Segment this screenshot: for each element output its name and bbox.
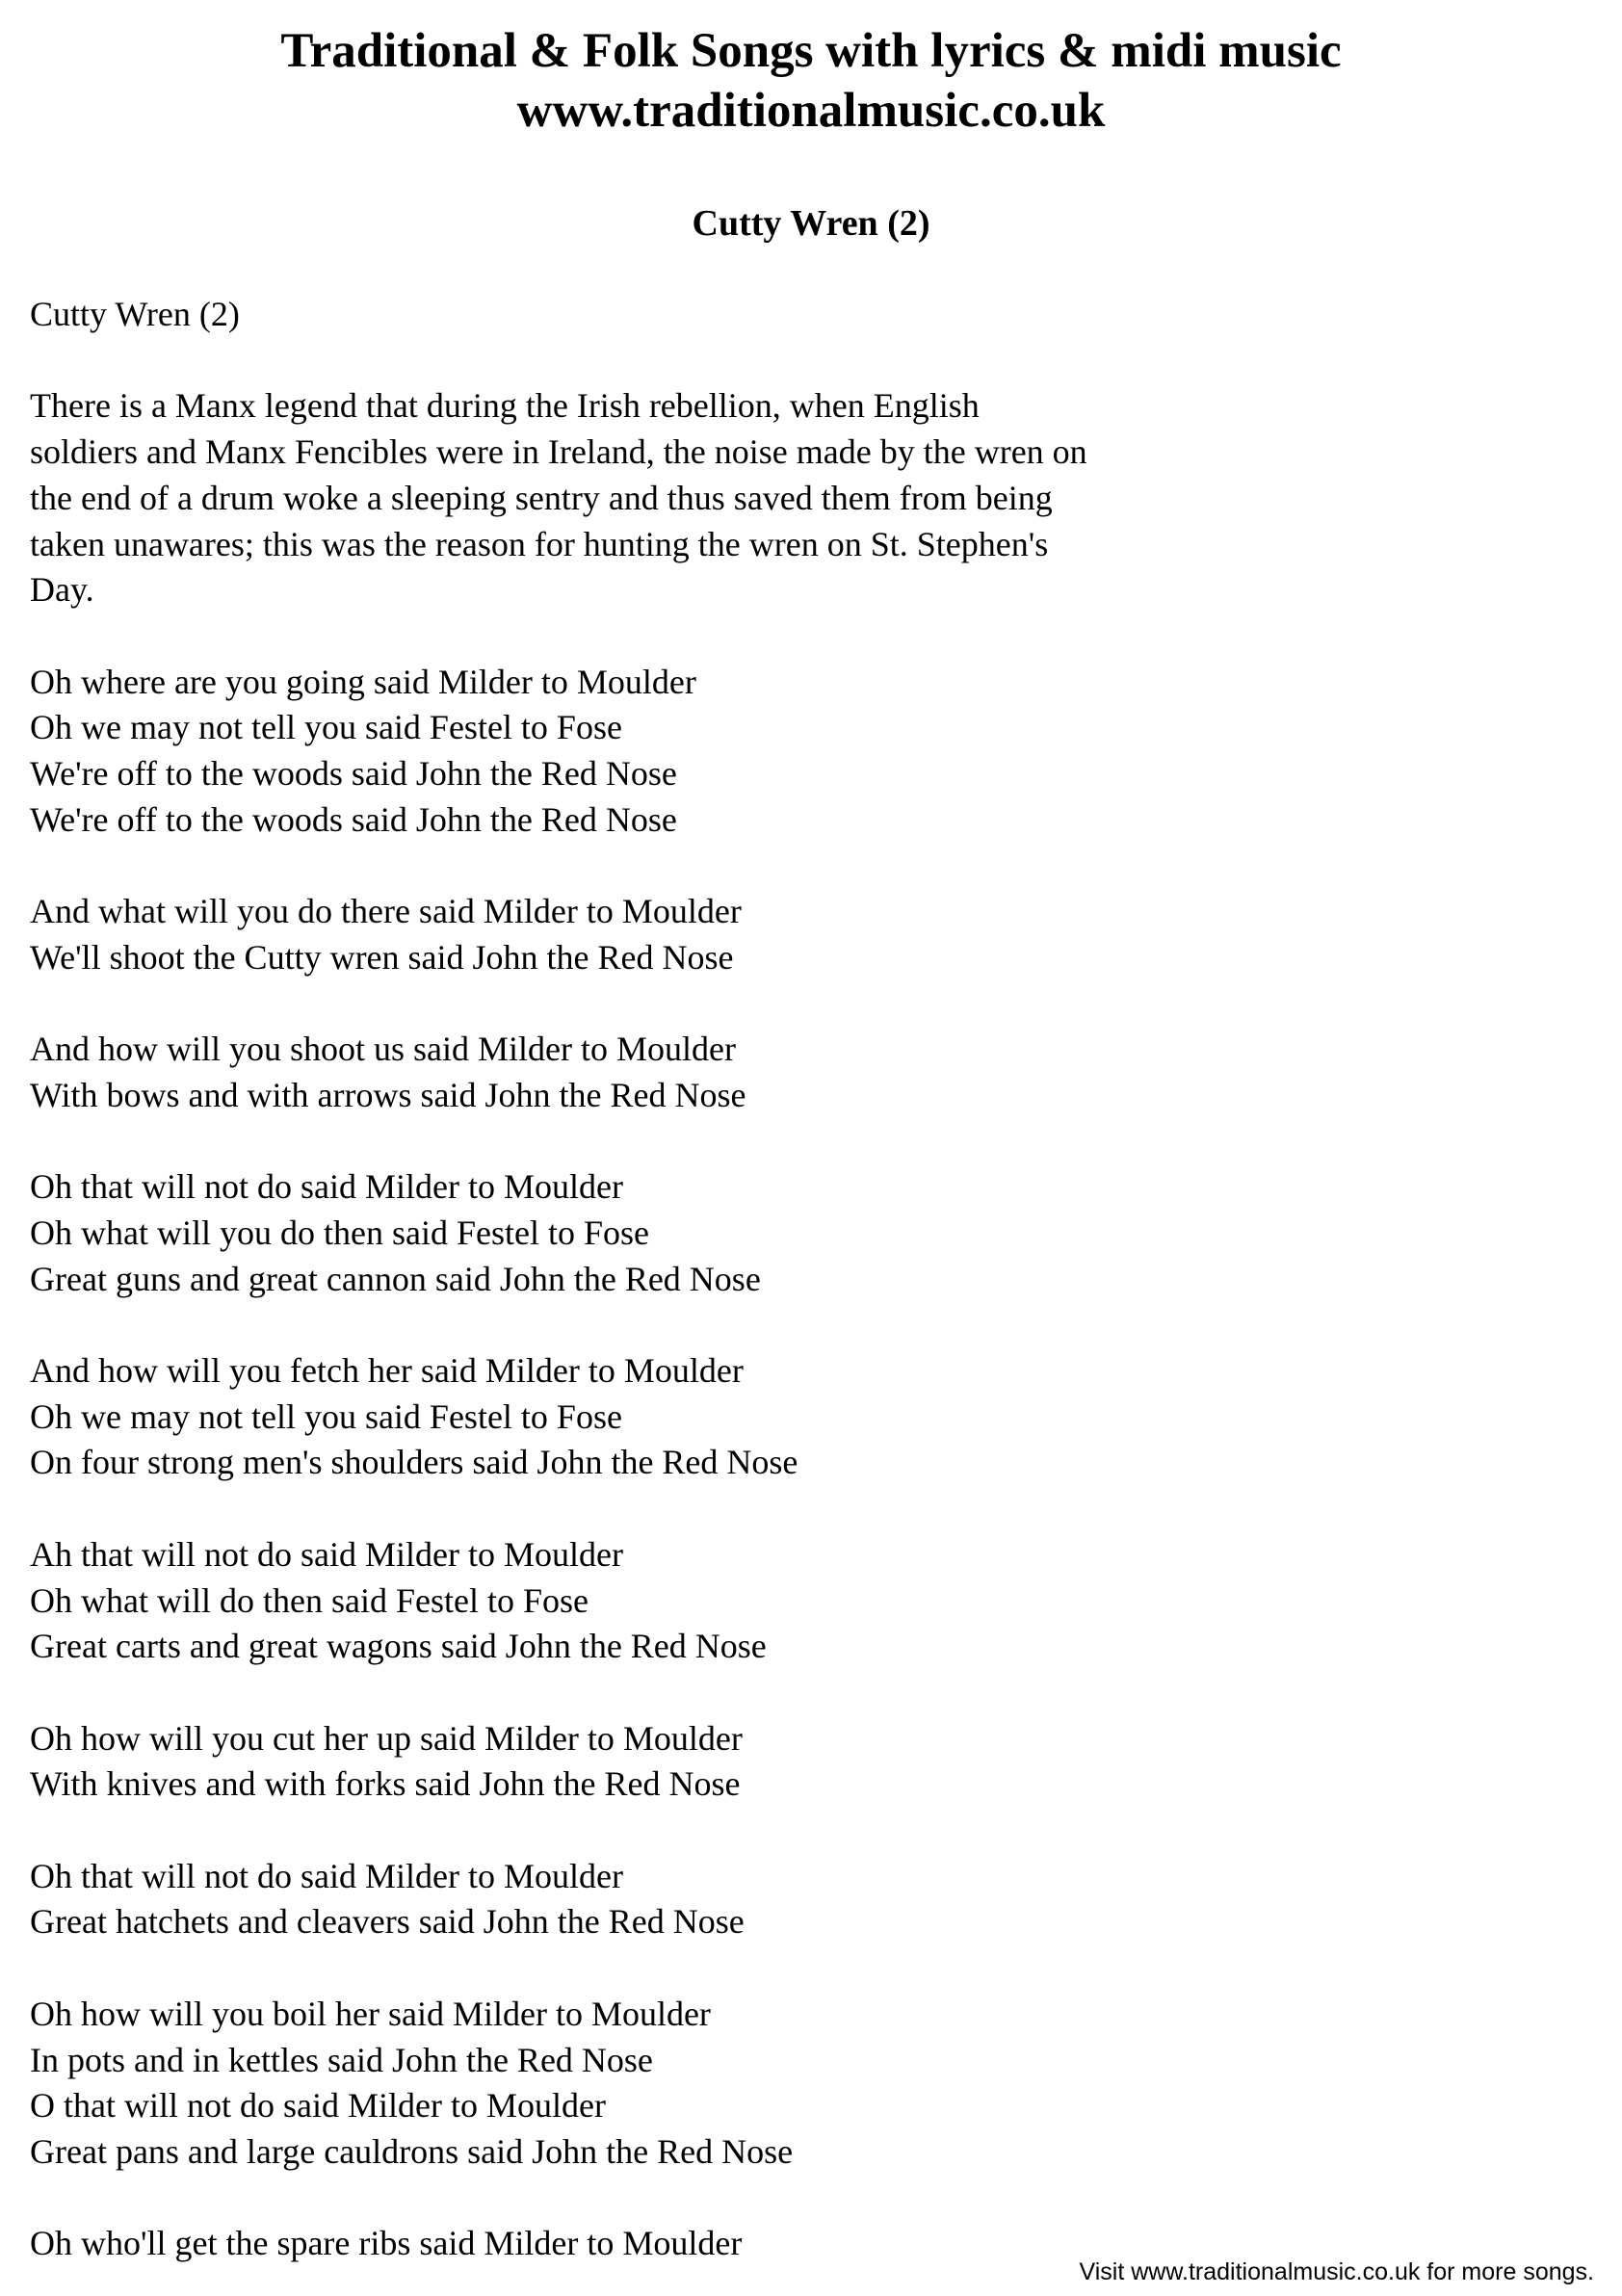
text-line: There is a Manx legend that during the Irish rebellion, when English [30,386,980,426]
text-line: Oh that will not do said Milder to Moulder [30,1167,623,1207]
text-line: Great carts and great wagons said John the Red Nose [30,1627,767,1666]
blank-line [30,613,1234,660]
text-line: With knives and with forks said John the Red Nose [30,1764,741,1804]
text-line: And how will you shoot us said Milder to Moulder [30,1030,736,1069]
text-line: taken unawares; this was the reason for hunting the wren on St. Stephen's [30,524,1049,563]
blank-line [30,338,1234,384]
text-line: Day. [30,570,94,610]
blank-line [30,1945,1234,1992]
text-line: Oh we may not tell you said Festel to Fose [30,708,622,747]
text-line: Great guns and great cannon said John the Red Nose [30,1259,761,1298]
text-line: Oh what will do then said Festel to Fose [30,1580,589,1620]
footer-note: Visit www.traditionalmusic.co.uk for more songs. [1079,2258,1594,2285]
text-line: Great hatchets and cleavers said John the Red Nose [30,1902,745,1942]
blank-line [30,2176,1234,2222]
text-line: the end of a drum woke a sleeping sentry and thus saved them from being [30,478,1053,517]
header-website: www.traditionalmusic.co.uk [516,84,1106,138]
text-line: With bows and with arrows said John the Red Nose [30,1075,746,1114]
blank-line [30,1119,1234,1165]
text-line: Oh we may not tell you said Festel to Fose [30,1396,622,1436]
text-line: We're off to the woods said John the Red Nose [30,754,677,793]
page-header [0,21,1622,141]
text-line: Oh who'll get the spare ribs said Milder to Moulder [30,2224,743,2263]
blank-line [30,843,1234,889]
text-line: Oh how will you boil her said Milder to Moulder [30,1994,711,2033]
text-line: On four strong men's shoulders said John the Red Nose [30,1443,798,1482]
blank-line [30,1670,1234,1716]
blank-line [30,1486,1234,1532]
text-line: Oh how will you cut her up said Milder to Moulder [30,1718,743,1758]
header-title: Traditional & Folk Songs with lyrics & midi music [280,24,1342,78]
text-line: In pots and in kettles said John the Red Nose [30,2040,653,2079]
lyrics-body [30,292,1234,2267]
text-line: Oh that will not do said Milder to Moulder [30,1856,623,1895]
text-line: Ah that will not do said Milder to Moulder [30,1534,623,1574]
blank-line [30,1808,1234,1854]
text-line: And what will you do there said Milder to Moulder [30,892,742,931]
song-title: Cutty Wren (2) [692,203,930,244]
text-line: We're off to the woods said John the Red Nose [30,799,677,839]
blank-line [30,1302,1234,1348]
text-line: O that will not do said Milder to Moulder [30,2086,606,2126]
text-line: Oh what will you do then said Festel to Fose [30,1213,649,1252]
text-line: And how will you fetch her said Milder to Moulder [30,1351,744,1391]
blank-line [30,981,1234,1028]
text-line: Oh where are you going said Milder to Moulder [30,662,696,701]
text-line: Great pans and large cauldrons said John the Red Nose [30,2131,794,2171]
text-line: We'll shoot the Cutty wren said John the Red Nose [30,937,734,977]
text-line: soldiers and Manx Fencibles were in Ireland, the noise made by the wren on [30,432,1087,472]
text-line: Cutty Wren (2) [30,295,240,333]
